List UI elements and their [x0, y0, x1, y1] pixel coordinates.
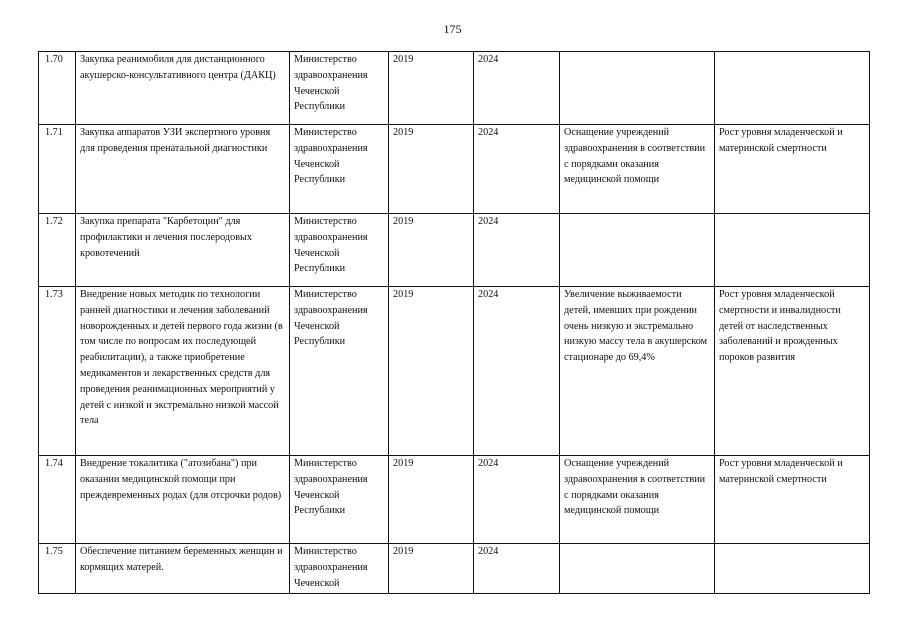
row-number: 1.71 [39, 125, 76, 214]
end-year: 2024 [474, 52, 560, 125]
risk-indicator [715, 214, 870, 287]
measure-text: Закупка аппаратов УЗИ экспертного уровня для проведения пренатальной диагностики [76, 125, 290, 214]
start-year: 2019 [389, 52, 474, 125]
table-row [39, 214, 870, 287]
table-row [39, 125, 870, 214]
responsible-text: Министерство здравоохранения Чеченской Республики [290, 52, 389, 125]
table-row [39, 544, 870, 594]
expected-result [560, 544, 715, 594]
page-number: 175 [443, 22, 462, 36]
measure-text: Внедрение новых методик по технологии ранней диагностики и лечения заболеваний новорожденных и детей первого года жизни (в том числе по вопросам их последующей реабилитации), а также приобретение медикаментов и лекарственных средств для проведения реанимационных мероприятий у детей с низкой и экстремально низкой массой тела [76, 287, 290, 456]
expected-result: Оснащение учреждений здравоохранения в соответствии с порядками оказания медицинской помощи [560, 125, 715, 214]
measure-text: Закупка реанимобиля для дистанционного акушерско-консультативного центра (ДАКЦ) [76, 52, 290, 125]
responsible-text: Министерство здравоохранения Чеченской Республики [290, 287, 389, 456]
end-year: 2024 [474, 125, 560, 214]
start-year: 2019 [389, 287, 474, 456]
row-number: 1.74 [39, 456, 76, 544]
start-year: 2019 [389, 456, 474, 544]
responsible-text: Министерство здравоохранения Чеченской [290, 544, 389, 594]
table-row [39, 287, 870, 456]
responsible-text: Министерство здравоохранения Чеченской Республики [290, 456, 389, 544]
risk-indicator [715, 52, 870, 125]
measure-text: Внедрение токалитика ("атозибана") при оказании медицинской помощи при преждевременных родах (для отсрочки родов) [76, 456, 290, 544]
risk-indicator: Рост уровня младенческой и материнской смертности [715, 125, 870, 214]
responsible-text: Министерство здравоохранения Чеченской Республики [290, 214, 389, 287]
measures-table [38, 51, 870, 594]
start-year: 2019 [389, 214, 474, 287]
table-row [39, 456, 870, 544]
responsible-text: Министерство здравоохранения Чеченской Республики [290, 125, 389, 214]
measure-text: Закупка препарата "Карбетоцин" для профилактики и лечения послеродовых кровотечений [76, 214, 290, 287]
table-row [39, 52, 870, 125]
expected-result: Оснащение учреждений здравоохранения в соответствии с порядками оказания медицинской помощи [560, 456, 715, 544]
end-year: 2024 [474, 214, 560, 287]
risk-indicator: Рост уровня младенческой смертности и инвалидности детей от наследственных заболеваний и врожденных пороков развития [715, 287, 870, 456]
expected-result [560, 52, 715, 125]
expected-result [560, 214, 715, 287]
end-year: 2024 [474, 544, 560, 594]
row-number: 1.75 [39, 544, 76, 594]
risk-indicator [715, 544, 870, 594]
row-number: 1.72 [39, 214, 76, 287]
row-number: 1.73 [39, 287, 76, 456]
measure-text: Обеспечение питанием беременных женщин и кормящих матерей. [76, 544, 290, 594]
expected-result: Увеличение выживаемости детей, имевших при рождении очень низкую и экстремально низкую массу тела в акушерском стационаре до 69,4% [560, 287, 715, 456]
end-year: 2024 [474, 287, 560, 456]
start-year: 2019 [389, 125, 474, 214]
risk-indicator: Рост уровня младенческой и материнской смертности [715, 456, 870, 544]
row-number: 1.70 [39, 52, 76, 125]
start-year: 2019 [389, 544, 474, 594]
end-year: 2024 [474, 456, 560, 544]
